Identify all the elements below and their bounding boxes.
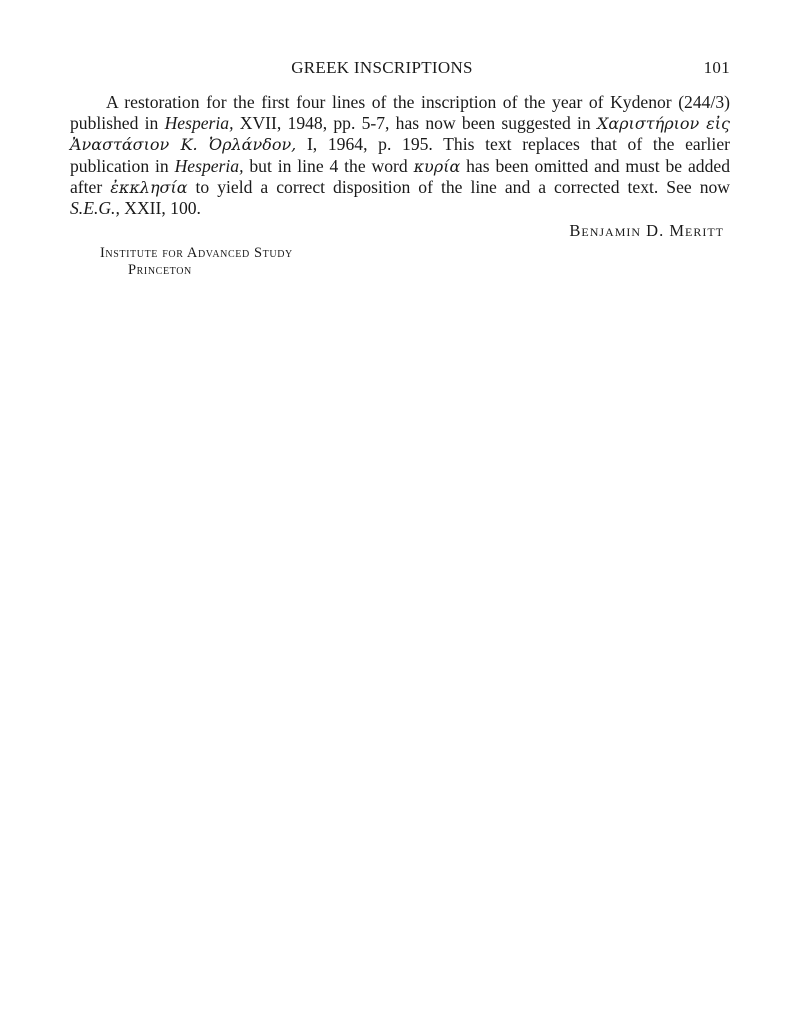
text-run: to yield a correct disposition of the line and a corrected text. See now [187, 176, 730, 197]
document-page [70, 58, 730, 279]
publication-abbrev: S.E.G., [70, 198, 120, 219]
text-run: but in line 4 the word [243, 155, 414, 176]
author-affiliation [100, 245, 730, 279]
running-head [70, 58, 730, 84]
running-title: GREEK INSCRIPTIONS [291, 58, 473, 77]
greek-title: Χαριστήριον εἰς Ἀναστάσιον Κ. Ὀρλάνδον, [70, 114, 730, 155]
text-run: I, 1964, p. 195. This text replaces that of the earlier publication in [70, 134, 730, 176]
text-run: A restoration for the first four lines of the inscription of the year of Kydenor (244/3) published in [70, 92, 730, 134]
text-run: XXII, 100. [119, 198, 201, 219]
text-run: XVII, 1948, pp. 5-7, has now been suggested in [233, 113, 597, 134]
author-signature: Benjamin D. Meritt [569, 221, 724, 241]
text-run: has been omitted and must be added after [70, 155, 730, 197]
greek-word: κυρία [413, 156, 461, 176]
city-name: Princeton [128, 262, 192, 279]
greek-word: ἐκκλησία [110, 177, 188, 197]
body-paragraph [70, 92, 730, 219]
journal-title: Hesperia, [164, 113, 234, 134]
journal-title: Hesperia, [174, 155, 244, 176]
page-number: 101 [703, 58, 730, 77]
institute-name: Institute for Advanced Study [100, 245, 293, 262]
